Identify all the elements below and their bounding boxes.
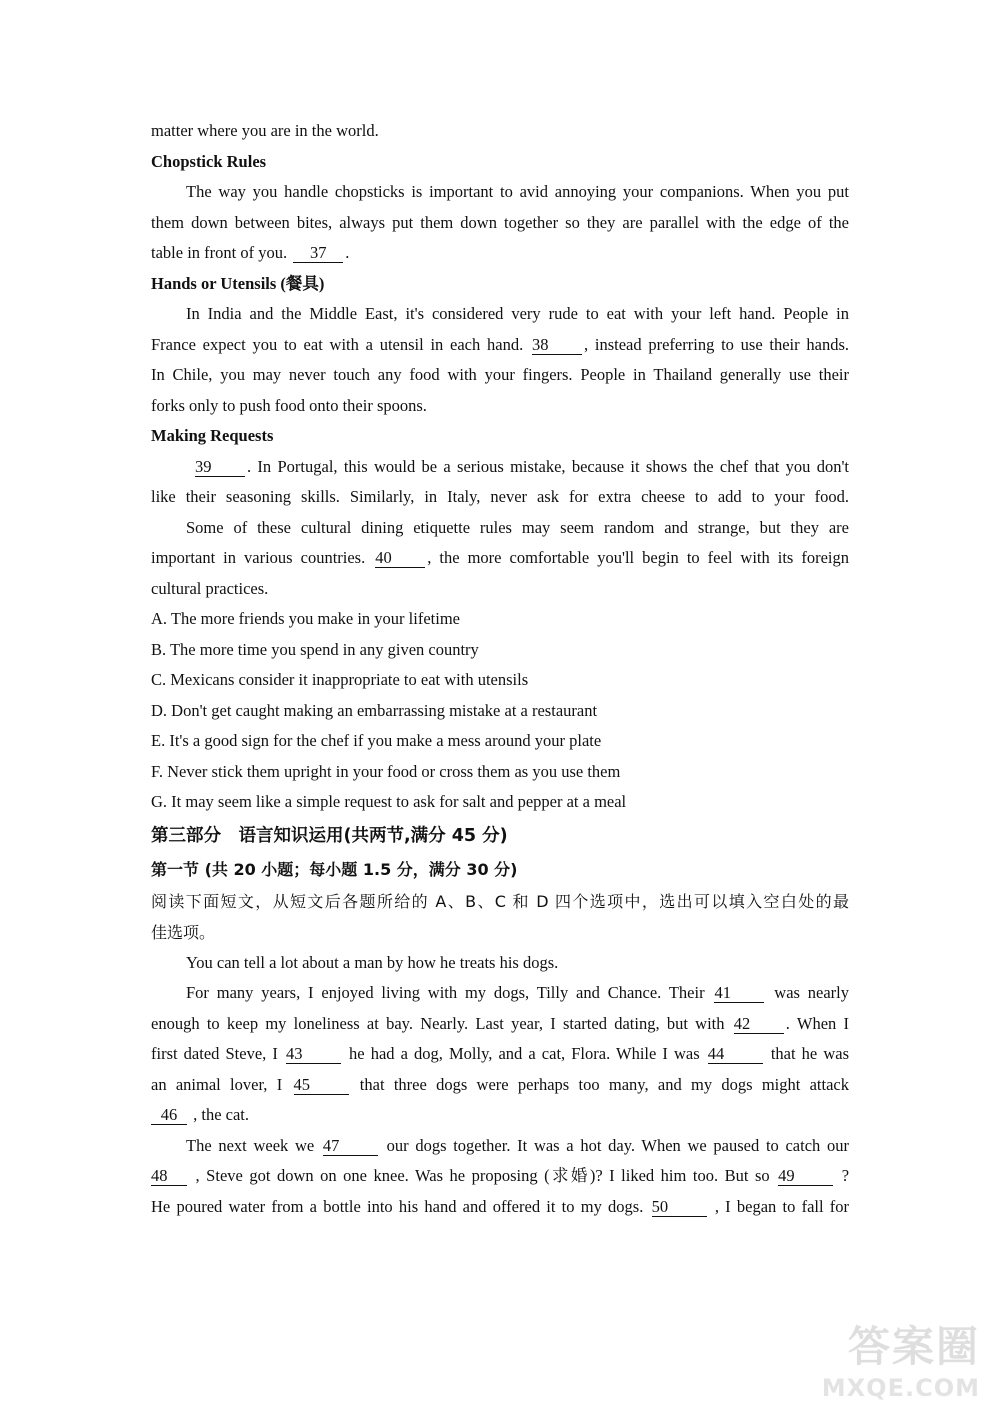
- answer-blank: 49: [778, 1167, 833, 1186]
- section-heading-chopstick: Chopstick Rules: [151, 151, 267, 171]
- passage-text: enough to keep my loneliness at bay. Nearly. Last year, I started dating, but with 42 . When I: [151, 1013, 850, 1033]
- instructions: 佳选项。: [151, 922, 216, 942]
- passage-text: table in front of you. 37 .: [151, 243, 350, 262]
- option-list: [151, 604, 849, 818]
- passage-text: France expect you to eat with a utensil in each hand. 38 , instead preferring to use their hands.: [151, 334, 850, 354]
- passage-text: The way you handle chopsticks is important to avid annoying your companions. When you put: [186, 182, 849, 201]
- option-item: F. Never stick them upright in your food or cross them as you use them: [151, 761, 621, 781]
- answer-blank: 50: [652, 1198, 707, 1217]
- passage-text: forks only to push food onto their spoons.: [151, 395, 427, 415]
- option-item: A. The more friends you make in your lifetime: [151, 609, 460, 628]
- answer-blank: 38: [532, 336, 582, 355]
- answer-blank: 37: [293, 244, 343, 263]
- answer-blank: 46: [151, 1106, 187, 1125]
- answer-blank: 41: [714, 984, 764, 1003]
- instructions: 阅读下面短文，从短文后各题所给的 A、B、C 和 D 四个选项中，选出可以填入空白处的最: [151, 891, 849, 911]
- passage-text: For many years, I enjoyed living with my dogs, Tilly and Chance. Their 41 was nearly: [186, 983, 850, 1002]
- answer-blank: 44: [708, 1045, 763, 1064]
- passage-text: In India and the Middle East, it's considered very rude to eat with your left hand. People in: [186, 304, 849, 323]
- passage-text: important in various countries. 40 , the more comfortable you'll begin to feel with its foreign: [151, 548, 850, 567]
- answer-blank: 40: [375, 549, 425, 568]
- exam-page: [151, 116, 849, 1222]
- passage-text: Some of these cultural dining etiquette rules may seem random and strange, but they are: [186, 517, 849, 537]
- option-item: G. It may seem like a simple request to ask for salt and pepper at a meal: [151, 792, 627, 811]
- watermark-logo-text: 答案圈: [847, 1322, 980, 1371]
- passage-text: cultural practices.: [151, 578, 269, 598]
- watermark-url: MXQE.COM: [821, 1374, 980, 1402]
- answer-blank: 39: [195, 458, 245, 477]
- answer-blank: 45: [294, 1076, 349, 1095]
- option-item: C. Mexicans consider it inappropriate to eat with utensils: [151, 670, 529, 689]
- passage-text: first dated Steve, I 43 he had a dog, Molly, and a cat, Flora. While I was 44 that he was: [151, 1044, 849, 1063]
- section-title: 第一节 (共 20 小题；每小题 1.5 分，满分 30 分): [151, 859, 518, 879]
- site-watermark: [800, 1314, 980, 1404]
- passage-text: In Chile, you may never touch any food with your fingers. People in Thailand generally use their: [151, 365, 849, 384]
- passage-text: 39 . In Portugal, this would be a serious mistake, because it shows the chef that you don't: [195, 456, 849, 476]
- passage-text: The next week we 47 our dogs together. It was a hot day. When we paused to catch our: [186, 1135, 849, 1155]
- part-title: 第三部分 语言知识运用(共两节,满分 45 分): [151, 825, 508, 846]
- section-heading-requests: Making Requests: [151, 426, 274, 445]
- answer-blank: 48: [151, 1167, 187, 1186]
- passage-text: 46 , the cat.: [151, 1100, 849, 1131]
- section-heading-hands: Hands or Utensils (餐具): [151, 273, 325, 293]
- option-item: E. It's a good sign for the chef if you make a mess around your plate: [151, 731, 602, 750]
- passage-text: He poured water from a bottle into his hand and offered it to my dogs. 50 , I began to fall for: [151, 1196, 850, 1216]
- passage-text: You can tell a lot about a man by how he treats his dogs.: [186, 952, 559, 972]
- passage-text: them down between bites, always put them down together so they are parallel with the edge of the: [151, 212, 849, 232]
- option-item: B. The more time you spend in any given country: [151, 639, 479, 659]
- option-item: D. Don't get caught making an embarrassing mistake at a restaurant: [151, 700, 598, 720]
- passage-text: 48 , Steve got down on one knee. Was he proposing (求婚)? I liked him too. But so 49 ?: [151, 1166, 850, 1185]
- answer-blank: 47: [323, 1137, 378, 1156]
- passage-text: an animal lover, I 45 that three dogs were perhaps too many, and my dogs might attack: [151, 1074, 850, 1094]
- passage-text: like their seasoning skills. Similarly, in Italy, never ask for extra cheese to add to your food.: [151, 487, 849, 506]
- answer-blank: 43: [286, 1045, 341, 1064]
- passage-text: matter where you are in the world.: [151, 121, 379, 140]
- answer-blank: 42: [734, 1015, 784, 1034]
